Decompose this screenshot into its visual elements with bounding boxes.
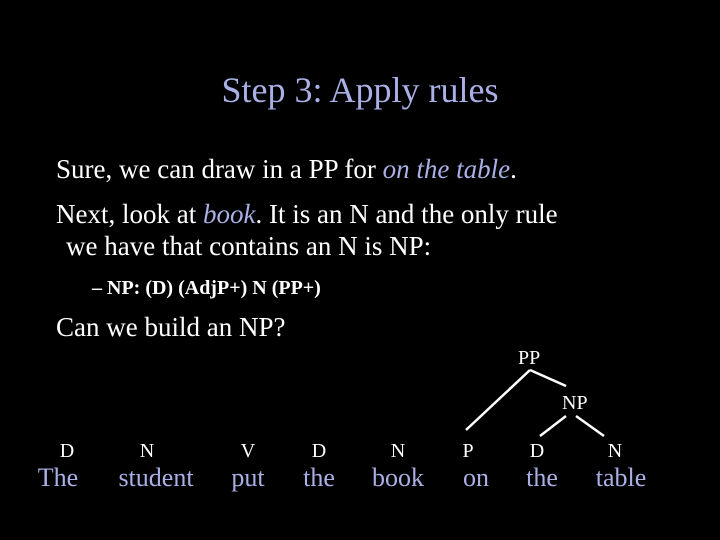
tree-edge-np-to-n	[576, 416, 604, 436]
body-line-2-italic: book	[202, 199, 256, 229]
pos-tag: N	[139, 440, 155, 462]
pos-tag: D	[311, 440, 327, 462]
sentence-word: student	[118, 463, 194, 492]
pos-tag: P	[462, 440, 474, 462]
pos-tag: D	[59, 440, 75, 462]
pos-tag: N	[390, 440, 406, 462]
body-line-1-text-a: Sure, we can draw in a PP for	[56, 154, 383, 184]
sentence-word: on	[463, 463, 489, 492]
tree-edge-pp-to-p	[466, 370, 530, 430]
sentence-word: The	[37, 463, 79, 492]
tree-edge-np-to-d	[540, 416, 566, 436]
pos-tag: V	[240, 440, 256, 462]
body-line-5: Can we build an NP?	[56, 312, 286, 342]
sentence-word: book	[372, 463, 424, 492]
tree-edge-pp-to-np	[530, 370, 566, 386]
body-line-2-text-a: Next, look at	[56, 199, 203, 229]
body-line-1-text-b: .	[510, 154, 517, 184]
np-rule: – NP: (D) (AdjP+) N (PP+)	[92, 277, 321, 299]
sentence-word: the	[526, 463, 558, 492]
body-line-2-text-b: . It is an N and the only rule	[255, 199, 558, 229]
pos-tag: N	[607, 440, 623, 462]
pp-node-label: PP	[518, 347, 541, 369]
sentence-word: put	[231, 463, 265, 492]
pos-tag: D	[529, 440, 545, 462]
np-node-label: NP	[562, 392, 588, 414]
sentence-word: the	[303, 463, 335, 492]
body-line-1-italic: on the table	[382, 154, 511, 184]
sentence-word: table	[595, 463, 647, 492]
body-line-3: we have that contains an N is NP:	[66, 231, 432, 261]
slide-title: Step 3: Apply rules	[221, 70, 499, 110]
